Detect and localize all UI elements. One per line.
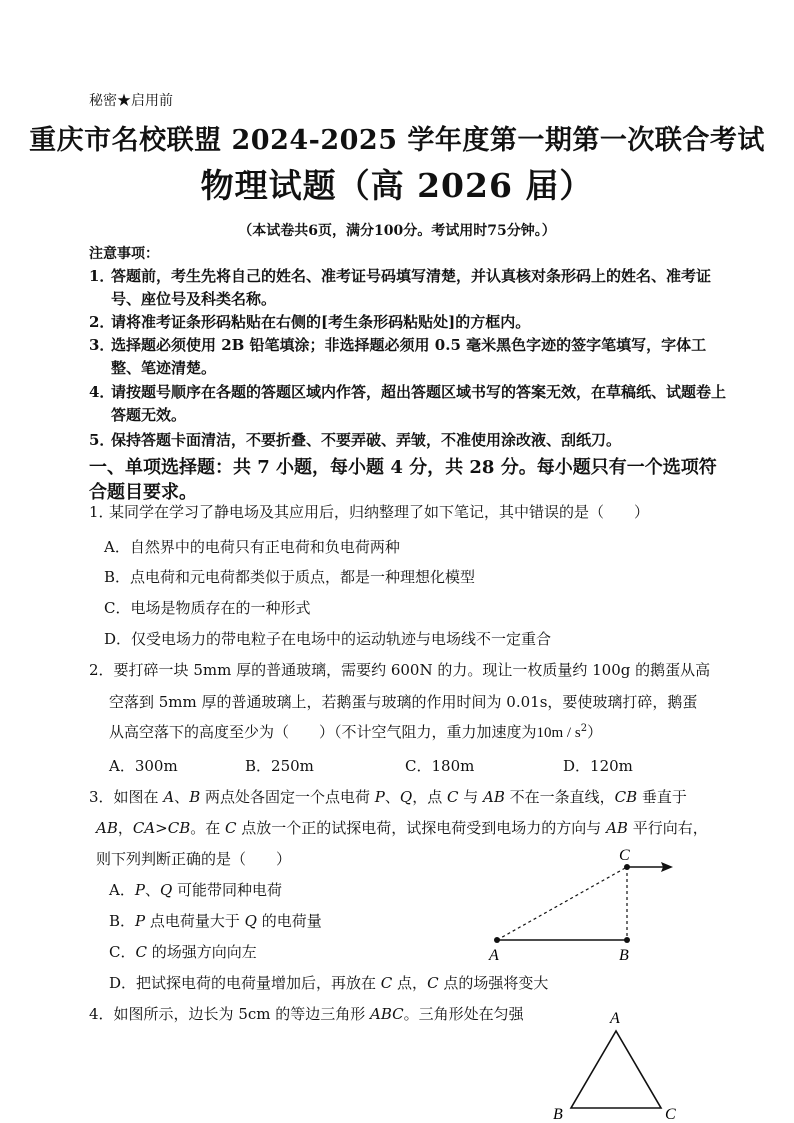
notice-item: 1． 答题前，考生先将自己的姓名、准考证号码填写清楚，并认真核对条形码上的姓名、准考证号、座位号及科类名称。 [89,267,712,308]
exam-info: （本试卷共6页，满分100分。考试用时75分钟。） [238,223,556,239]
exam-title: 重庆市名校联盟 2024-2025 学年度第一期第一次联合考试 [29,125,765,156]
q4-triangle-diagram [545,1005,690,1123]
label-b: B [553,1106,563,1123]
segment-ac [497,867,627,940]
q1-option-d: D．仅受电场力的带电粒子在电场中的运动轨迹与电场线不一定重合 [104,630,552,648]
question-3-stem: 3．如图在 A、B 两点处各固定一个点电荷 P、Q，点 C 与 AB 不在一条直线，CB 垂直于 [89,788,687,806]
q2-option-a: A．300m [109,757,178,775]
q3-option-a: A．P、Q 可能带同种电荷 [109,881,283,899]
question-3-stem-line3: 则下列判断正确的是（ ） [96,850,292,868]
question-4-stem: 4．如图所示，边长为 5cm 的等边三角形 ABC。三角形处在匀强 [89,1005,524,1023]
question-2-stem-line3: 从高空落下的高度至少为（ ）（不计空气阻力，重力加速度为$10m / s^2$） [109,723,603,741]
label-a: A [489,947,499,964]
q2-option-c: C．180m [405,757,475,775]
question-2-stem-line2: 空落到 5mm 厚的普通玻璃上，若鹅蛋与玻璃的作用时间为 0.01s，要使玻璃打碎，鹅蛋 [109,693,698,711]
point-c [624,864,630,870]
label-a: A [610,1010,620,1027]
q3-option-d: D．把试探电荷的电荷量增加后，再放在 C 点，C 点的场强将变大 [109,974,549,992]
question-3-stem-line2: AB，CA>CB。在 C 点放一个正的试探电荷，试探电荷受到电场力的方向与 AB 平行向右， [96,819,708,837]
q3-diagram [485,840,685,970]
q2-option-d: D．120m [563,757,633,775]
q3-option-b: B．P 点电荷量大于 Q 的电荷量 [109,912,322,930]
q1-option-b: B．点电荷和元电荷都类似于质点，都是一种理想化模型 [104,568,476,586]
label-c: C [619,847,630,864]
label-b: B [619,947,629,964]
notice-item: 4． 请按题号顺序在各题的答题区域内作答，超出答题区域书写的答案无效，在草稿纸、试题卷上答题无效。 [89,383,727,424]
label-c: C [665,1106,676,1123]
notice-item: 5． 保持答题卡面清洁，不要折叠、不要弄破、弄皱，不准使用涂改液、刮纸刀。 [89,431,622,449]
point-b [624,937,630,943]
q1-option-a: A．自然界中的电荷只有正电荷和负电荷两种 [104,538,400,556]
subject-title: 物理试题（高 2026 届） [200,166,594,205]
q1-option-c: C．电场是物质存在的一种形式 [104,599,311,617]
question-2-stem: 2．要打碎一块 5mm 厚的普通玻璃，需要约 600N 的力。现让一枚质量约 100g 的鹅蛋从高 [89,661,711,679]
section-heading: 一、单项选择题：共 7 小题，每小题 4 分，共 28 分。每小题只有一个选项符合题目要求。 [89,457,717,503]
point-a [494,937,500,943]
notice-item: 3． 选择题必须使用 2B 铅笔填涂；非选择题必须用 0.5 毫米黑色字迹的签字笔填写，字体工整、笔迹清楚。 [89,336,707,377]
q3-option-c: C．C 的场强方向向左 [109,943,257,961]
triangle-abc [571,1031,661,1108]
q2-option-b: B．250m [245,757,314,775]
notice-item: 2． 请将准考证条形码粘贴在右侧的[考生条形码粘贴处]的方框内。 [89,313,531,331]
question-1-stem: 1． 某同学在学习了静电场及其应用后，归纳整理了如下笔记，其中错误的是（ ） [89,503,650,521]
confidential-mark: 秘密★启用前 [89,93,173,109]
notice-heading: 注意事项： [89,246,159,262]
